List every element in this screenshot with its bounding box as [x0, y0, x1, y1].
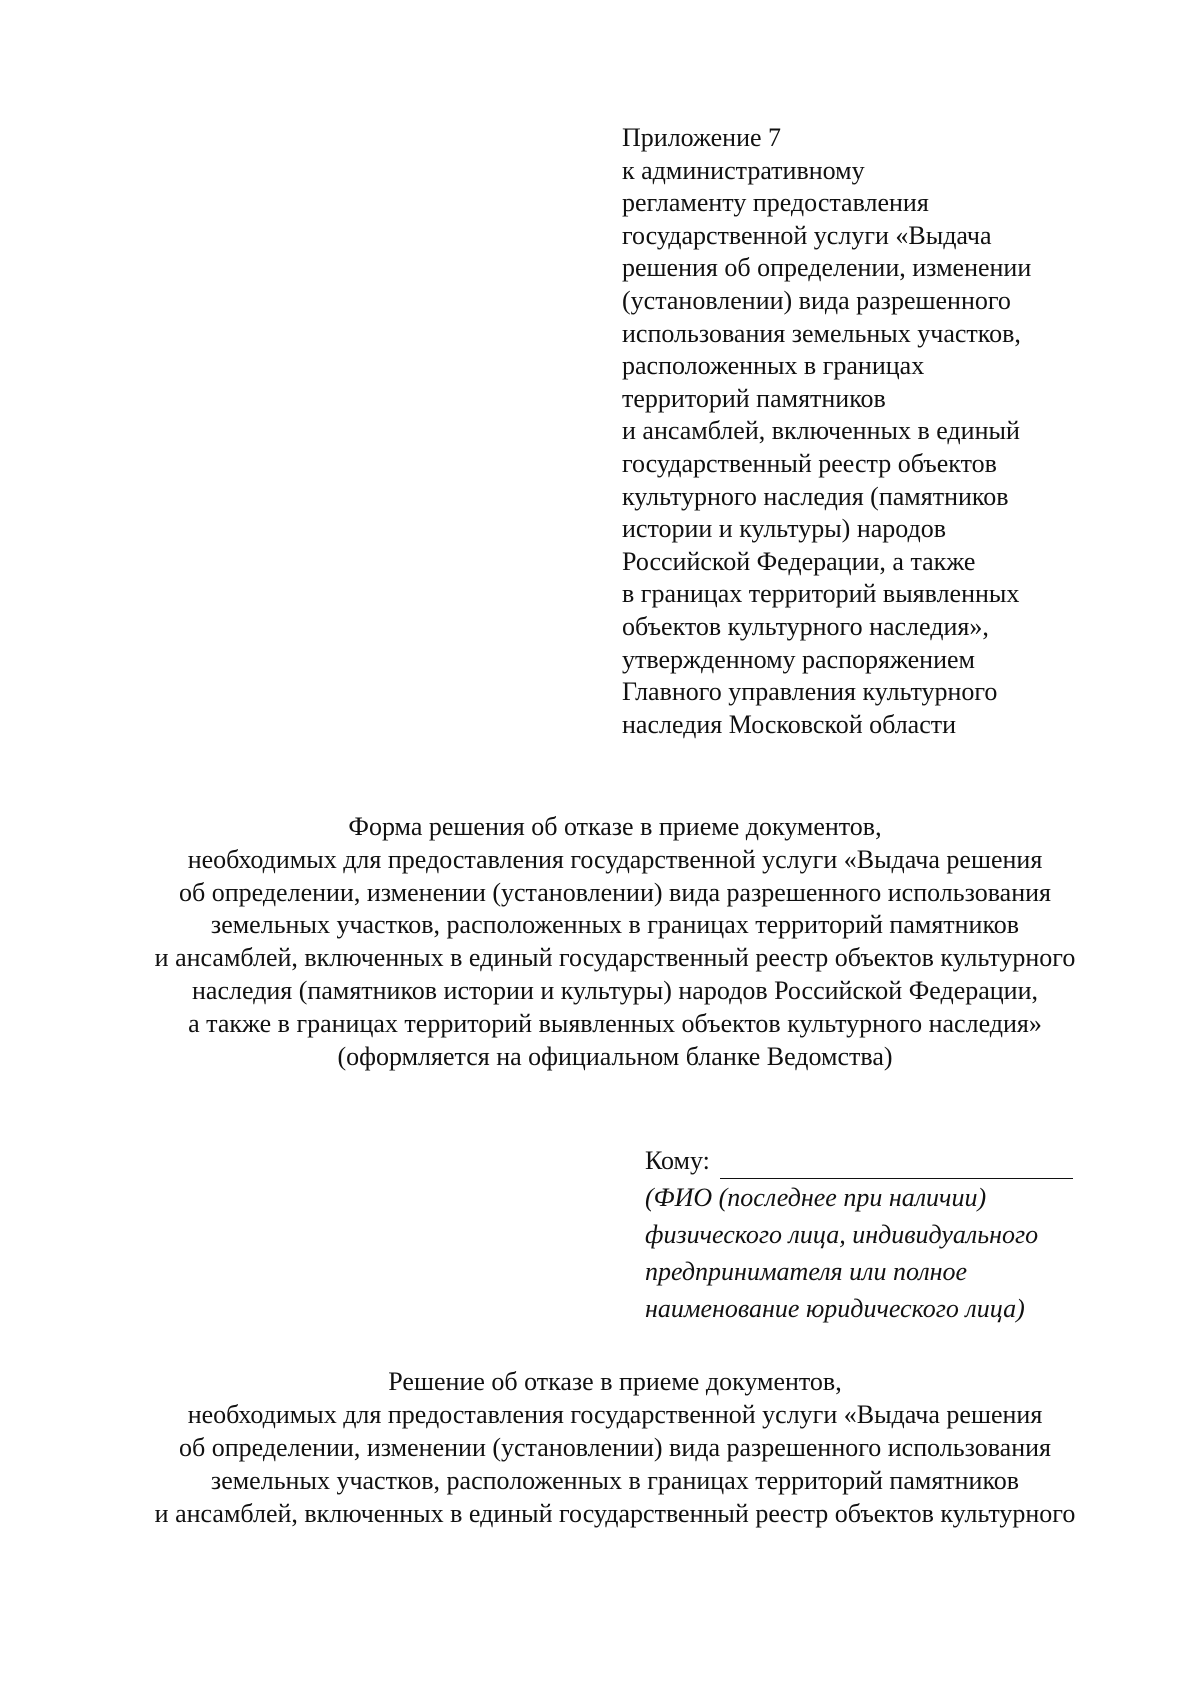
appendix-line: использования земельных участков, — [622, 318, 1021, 348]
recipient-line — [645, 1142, 1145, 1179]
form-title-line: а также в границах территорий выявленных объектов культурного наследия» — [188, 1008, 1042, 1038]
appendix-line: Российской Федерации, а также — [622, 546, 976, 576]
appendix-line: (установлении) вида разрешенного — [622, 285, 1011, 315]
form-title-line: (оформляется на официальном бланке Ведомства) — [337, 1041, 893, 1071]
appendix-line: наследия Московской области — [622, 709, 957, 739]
recipient-label: Кому: — [645, 1146, 710, 1175]
form-title-line: об определении, изменении (установлении) вида разрешенного использования — [178, 877, 1051, 907]
appendix-header — [622, 122, 1142, 741]
appendix-line: государственный реестр объектов — [622, 448, 997, 478]
form-title-line: Форма решения об отказе в приеме документов, — [348, 812, 882, 841]
decision-title-line: необходимых для предоставления государственной услуги «Выдача решения — [187, 1400, 1043, 1429]
appendix-line: территорий памятников — [622, 383, 886, 413]
decision-title-line: Решение об отказе в приеме документов, — [388, 1367, 842, 1396]
appendix-line: к административному — [622, 155, 865, 185]
decision-title-line: земельных участков, расположенных в границах территорий памятников — [210, 1466, 1020, 1495]
form-title — [60, 811, 1170, 1073]
recipient-note-line: (ФИО (последнее при наличии) — [645, 1183, 987, 1212]
appendix-line: расположенных в границах — [622, 351, 925, 381]
recipient-note-line: предпринимателя или полное — [645, 1257, 968, 1286]
appendix-line: государственной услуги «Выдача — [622, 220, 992, 250]
appendix-line: в границах территорий выявленных — [622, 579, 1020, 609]
appendix-line: истории и культуры) народов — [622, 514, 947, 544]
recipient-blank-field — [720, 1152, 1073, 1179]
appendix-line: регламенту предоставления — [622, 188, 929, 218]
decision-title — [60, 1365, 1170, 1530]
decision-title-line: и ансамблей, включенных в единый государственный реестр объектов культурного — [154, 1499, 1076, 1528]
recipient-block — [645, 1142, 1145, 1327]
appendix-line: Приложение 7 — [622, 123, 782, 152]
appendix-line: объектов культурного наследия», — [622, 611, 989, 641]
form-title-line: земельных участков, расположенных в границах территорий памятников — [210, 910, 1020, 940]
appendix-line: решения об определении, изменении — [622, 253, 1032, 283]
recipient-note-line: наименование юридического лица) — [645, 1294, 1025, 1323]
appendix-line: Главного управления культурного — [622, 677, 998, 707]
appendix-line: и ансамблей, включенных в единый — [622, 416, 1020, 446]
form-title-line: необходимых для предоставления государственной услуги «Выдача решения — [187, 844, 1043, 874]
recipient-note-line: физического лица, индивидуального — [645, 1220, 1039, 1249]
appendix-line: утвержденному распоряжением — [622, 644, 975, 674]
form-title-line: и ансамблей, включенных в единый государственный реестр объектов культурного — [154, 943, 1076, 973]
form-title-line: наследия (памятников истории и культуры) народов Российской Федерации, — [191, 975, 1039, 1005]
decision-title-line: об определении, изменении (установлении) вида разрешенного использования — [178, 1433, 1051, 1462]
appendix-line: культурного наследия (памятников — [622, 481, 1009, 511]
